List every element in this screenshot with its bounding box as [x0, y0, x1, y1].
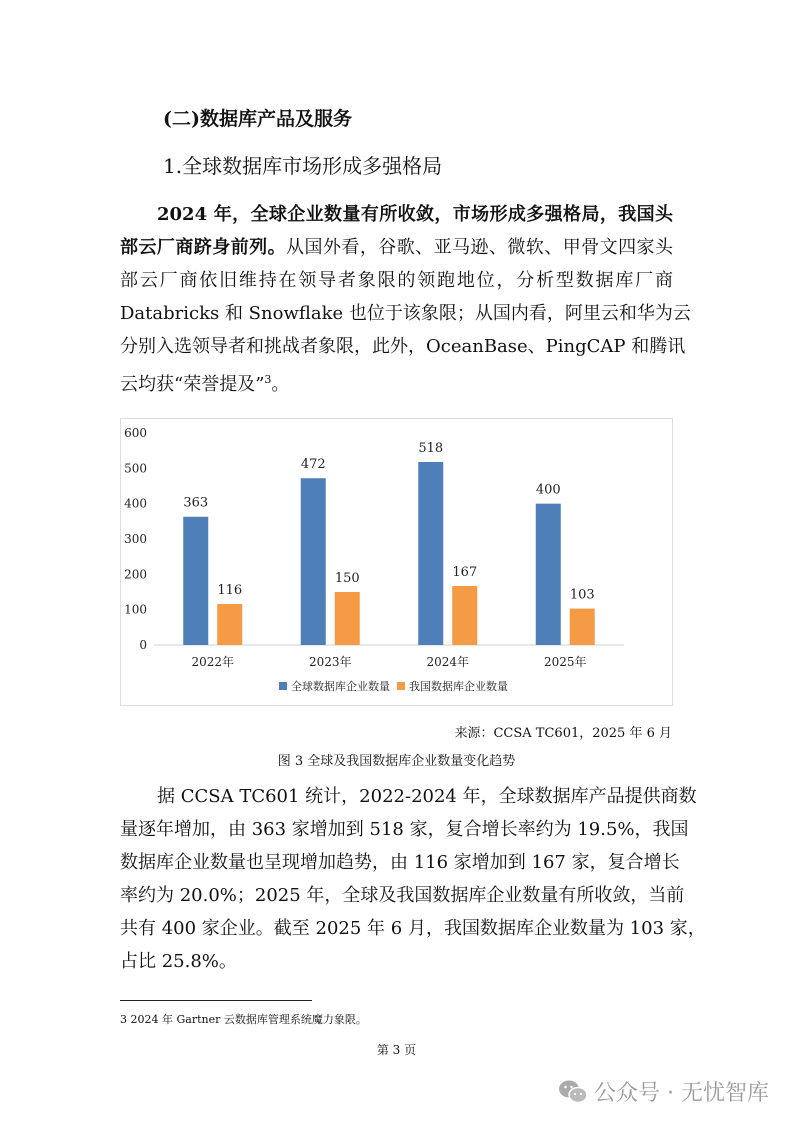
- bold-text: 2024 年，全球企业数量有所收敛，市场形成多强格局，我国头: [157, 204, 673, 225]
- para1-line: 部云厂商依旧维持在领导者象限的领跑地位，分析型数据库厂商: [120, 270, 673, 291]
- bar-china: [452, 586, 477, 645]
- y-tick-label: 500: [124, 461, 147, 476]
- bar-global: [418, 462, 443, 645]
- footnote-ref[interactable]: 3: [264, 373, 272, 386]
- bar-global: [536, 504, 561, 645]
- page-number: 第 3 页: [376, 1043, 417, 1057]
- y-tick-label: 300: [124, 532, 147, 546]
- bold-text: 部云厂商跻身前列。: [120, 237, 287, 258]
- subheading: 1.全球数据库市场形成多强格局: [163, 154, 443, 178]
- y-tick-label: 600: [124, 426, 147, 440]
- chart-svg: [121, 419, 674, 707]
- text: 。: [271, 374, 290, 395]
- para2-line: 数据库企业数量也呈现增加趋势，由 116 家增加到 167 家，复合增长: [120, 852, 680, 873]
- legend-label: 全球数据库企业数量: [291, 680, 390, 693]
- bar-chart: [120, 418, 673, 706]
- section-heading: (二)数据库产品及服务: [163, 108, 352, 130]
- para1-line: [120, 235, 673, 261]
- data-label: 363: [183, 495, 209, 511]
- data-label: 167: [452, 564, 478, 580]
- x-tick-label: 2023年: [308, 655, 352, 669]
- y-tick-label: 100: [124, 602, 147, 617]
- figure-caption: 图 3 全球及我国数据库企业数量变化趋势: [277, 754, 516, 769]
- footnote: 3 2024 年 Gartner 云数据库管理系统魔力象限。: [120, 1013, 367, 1026]
- watermark-text: 公众号 · 无忧智库: [594, 1081, 769, 1106]
- bar-global: [183, 517, 208, 645]
- data-label: 150: [334, 571, 360, 586]
- y-tick-label: 0: [139, 638, 147, 652]
- legend-label: 我国数据库企业数量: [409, 680, 508, 693]
- x-tick-label: 2024年: [426, 655, 470, 669]
- para2-line: 量逐年增加，由 363 家增加到 518 家，复合增长率约为 19.5%，我国: [120, 819, 689, 840]
- footnote-divider: [120, 1000, 312, 1001]
- chart-source: 来源：CCSA TC601，2025 年 6 月: [454, 726, 672, 741]
- y-tick-label: 200: [124, 567, 147, 582]
- legend-swatch: [279, 682, 287, 690]
- legend-swatch: [397, 682, 405, 690]
- para2-line: 共有 400 家企业。截至 2025 年 6 月，我国数据库企业数量为 103 家，: [120, 918, 706, 939]
- x-tick-label: 2025年: [543, 655, 587, 669]
- wechat-icon: [558, 1079, 588, 1105]
- text: 从国外看，谷歌、亚马逊、微软、甲骨文四家头: [286, 237, 674, 258]
- para2-line: 据 CCSA TC601 统计，2022-2024 年，全球数据库产品提供商数: [157, 786, 697, 807]
- para1-line: 分别入选领导者和挑战者象限，此外，OceanBase、PingCAP 和腾讯: [120, 336, 686, 357]
- data-label: 472: [300, 457, 326, 473]
- para1-line: [120, 367, 673, 393]
- data-label: 400: [535, 482, 561, 498]
- bar-global: [301, 478, 326, 645]
- y-tick-label: 400: [124, 496, 147, 511]
- data-label: 518: [418, 440, 444, 456]
- bar-china: [570, 609, 595, 645]
- x-tick-label: 2022年: [191, 655, 235, 669]
- bar-china: [217, 604, 242, 645]
- para2-line: 率约为 20.0%；2025 年，全球及我国数据库企业数量有所收敛，当前: [120, 885, 685, 906]
- text: 云均获“荣誉提及”: [120, 374, 265, 395]
- watermark: [558, 1076, 769, 1107]
- data-label: 103: [569, 587, 595, 603]
- para2-line: 占比 25.8%。: [120, 951, 237, 972]
- bar-china: [335, 592, 360, 645]
- data-label: 116: [217, 583, 243, 599]
- para1-line: [157, 202, 673, 228]
- para1-line: Databricks 和 Snowflake 也位于该象限；从国内看，阿里云和华为云: [120, 303, 691, 324]
